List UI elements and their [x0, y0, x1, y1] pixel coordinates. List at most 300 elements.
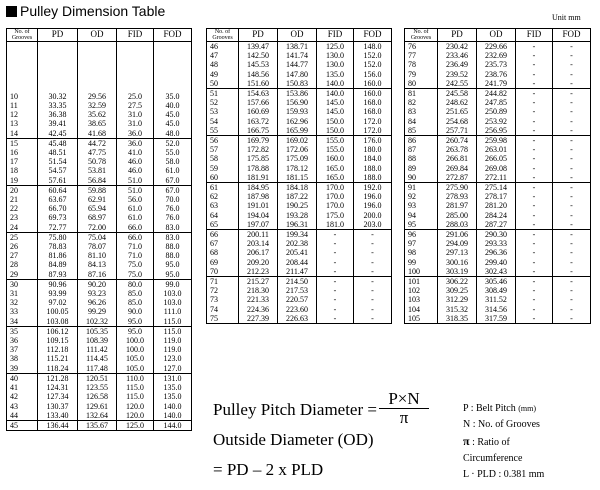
pd-header: PD [438, 29, 477, 42]
od-cell: 181.15 [278, 173, 317, 183]
od-cell: 290.30 [477, 230, 516, 240]
grooves-cell: 12 [7, 110, 38, 119]
fod-cell: - [553, 211, 591, 220]
fod-cell: - [553, 248, 591, 257]
fod-cell: 127.0 [154, 364, 192, 374]
fod-cell: 83.0 [154, 232, 192, 242]
table-row [7, 195, 192, 204]
pd-cell: 269.84 [438, 164, 477, 173]
pd-cell: 309.25 [438, 286, 477, 295]
fod-cell: 67.0 [154, 176, 192, 186]
grooves-cell: 42 [7, 392, 38, 401]
fid-cell: 95.0 [117, 317, 154, 327]
grooves-cell: 54 [207, 117, 239, 126]
fid-cell: - [516, 107, 553, 116]
fid-cell: 150.0 [317, 126, 354, 136]
od-cell: 62.91 [78, 195, 117, 204]
fod-cell: 52.0 [154, 138, 192, 148]
od-cell: 32.59 [78, 101, 117, 110]
fod-cell: - [553, 70, 591, 79]
od-cell: 266.05 [477, 154, 516, 163]
grooves-cell: 22 [7, 204, 38, 213]
fid-cell: - [516, 173, 553, 183]
od-cell: 123.55 [78, 383, 117, 392]
fod-cell: 48.0 [154, 129, 192, 139]
fod-cell: - [553, 267, 591, 277]
fid-cell: 181.0 [317, 220, 354, 230]
grooves-cell: 92 [405, 192, 438, 201]
fid-cell: 135.0 [317, 70, 354, 79]
title-text: Pulley Dimension Table [20, 3, 166, 19]
grooves-cell: 74 [207, 305, 239, 314]
table-row [405, 89, 591, 99]
table-row [7, 317, 192, 327]
od-cell: 138.71 [278, 42, 317, 52]
table-row [207, 183, 392, 193]
fod-cell: 40.0 [154, 101, 192, 110]
table-row [405, 98, 591, 107]
grooves-cell: 67 [207, 239, 239, 248]
table-row [207, 267, 392, 277]
table-row [7, 138, 192, 148]
table-row [405, 173, 591, 183]
grooves-cell: 88 [405, 154, 438, 163]
pd-cell: 109.15 [38, 336, 78, 345]
pd-cell: 230.42 [438, 42, 477, 52]
pi-symbol: π [463, 434, 470, 448]
table-row [405, 211, 591, 220]
grooves-cell: 17 [7, 157, 38, 166]
pd-cell: 206.17 [239, 248, 278, 257]
od-cell: 72.00 [78, 223, 117, 233]
fod-cell: - [553, 220, 591, 230]
pd-cell: 197.07 [239, 220, 278, 230]
od-cell: 217.53 [278, 286, 317, 295]
grooves-cell: 100 [405, 267, 438, 277]
grooves-cell: 36 [7, 336, 38, 345]
grooves-cell: 83 [405, 107, 438, 116]
od-cell: 50.78 [78, 157, 117, 166]
fod-cell: 119.0 [154, 345, 192, 354]
fid-cell: - [516, 79, 553, 89]
header-row [405, 29, 591, 42]
fod-cell: - [553, 239, 591, 248]
od-cell: 208.44 [278, 258, 317, 267]
pd-cell: 124.31 [38, 383, 78, 392]
pd-cell: 81.86 [38, 251, 78, 260]
fid-cell: - [516, 117, 553, 126]
fod-cell: 135.0 [154, 392, 192, 401]
od-cell: 190.25 [278, 201, 317, 210]
table-row [7, 260, 192, 269]
fid-cell: 27.5 [117, 101, 154, 110]
pd-cell: 90.96 [38, 279, 78, 289]
pd-cell: 233.46 [438, 51, 477, 60]
pd-cell: 54.57 [38, 166, 78, 175]
pd-cell: 133.40 [38, 411, 78, 421]
grooves-cell: 96 [405, 230, 438, 240]
od-cell: 144.77 [278, 60, 317, 69]
fid-cell: 165.0 [317, 173, 354, 183]
legend-grooves: N : No. of Grooves [463, 419, 540, 430]
fod-cell: - [553, 136, 591, 146]
fid-cell: 155.0 [317, 136, 354, 146]
fod-cell: - [553, 230, 591, 240]
fid-cell: 71.0 [117, 242, 154, 251]
table-row [7, 298, 192, 307]
table-row [405, 51, 591, 60]
fod-cell: 203.0 [354, 220, 392, 230]
fod-cell: - [354, 295, 392, 304]
od-cell: 41.68 [78, 129, 117, 139]
fod-cell: - [354, 314, 392, 324]
grooves-cell: 37 [7, 345, 38, 354]
od-cell: 68.97 [78, 213, 117, 222]
od-cell: 308.49 [477, 286, 516, 295]
od-cell: 132.64 [78, 411, 117, 421]
grooves-cell: 80 [405, 79, 438, 89]
table-row [207, 136, 392, 146]
grooves-cell: 87 [405, 145, 438, 154]
grooves-cell: 28 [7, 260, 38, 269]
fid-cell: 140.0 [317, 89, 354, 99]
legend-ratio: π : Ratio of [463, 434, 510, 448]
fid-header: FID [317, 29, 354, 42]
grooves-cell: 60 [207, 173, 239, 183]
fod-cell: - [553, 154, 591, 163]
grooves-cell: 23 [7, 213, 38, 222]
fod-cell: - [354, 258, 392, 267]
table-row [7, 204, 192, 213]
od-cell: 281.20 [477, 201, 516, 210]
table-row [405, 79, 591, 89]
grooves-cell: 91 [405, 183, 438, 193]
table-row [7, 326, 192, 336]
table-row [207, 173, 392, 183]
fod-cell: 148.0 [354, 42, 392, 52]
table-row [405, 136, 591, 146]
grooves-cell: 65 [207, 220, 239, 230]
od-cell: 184.18 [278, 183, 317, 193]
od-cell: 87.16 [78, 270, 117, 280]
od-cell: 278.17 [477, 192, 516, 201]
table-row [207, 60, 392, 69]
fod-header: FOD [154, 29, 192, 42]
table-row [207, 277, 392, 287]
fid-cell: 61.0 [117, 204, 154, 213]
pd-cell: 281.97 [438, 201, 477, 210]
od-cell: 275.14 [477, 183, 516, 193]
table-row [7, 411, 192, 421]
fod-cell: - [354, 248, 392, 257]
fid-cell: - [317, 286, 354, 295]
od-cell: 117.48 [78, 364, 117, 374]
pd-cell: 178.88 [239, 164, 278, 173]
pd-cell: 57.61 [38, 176, 78, 186]
table-row [405, 117, 591, 126]
fod-cell: - [553, 305, 591, 314]
fid-cell: 125.0 [317, 42, 354, 52]
grooves-cell: 40 [7, 373, 38, 383]
pd-cell: 72.77 [38, 223, 78, 233]
fid-cell: - [317, 295, 354, 304]
pd-cell: 97.02 [38, 298, 78, 307]
dimension-table-1 [6, 28, 192, 431]
od-cell: 311.52 [477, 295, 516, 304]
pd-cell: 93.99 [38, 289, 78, 298]
fid-cell: 41.0 [117, 148, 154, 157]
table-row [7, 345, 192, 354]
od-cell: 263.01 [477, 145, 516, 154]
grooves-cell: 51 [207, 89, 239, 99]
fod-cell: - [553, 201, 591, 210]
pd-cell: 160.69 [239, 107, 278, 116]
table-row [7, 364, 192, 374]
fod-cell: 160.0 [354, 79, 392, 89]
pd-cell: 260.74 [438, 136, 477, 146]
fid-cell: 100.0 [117, 336, 154, 345]
fod-cell: 45.0 [154, 110, 192, 119]
grooves-cell: 84 [405, 117, 438, 126]
pd-cell: 172.82 [239, 145, 278, 154]
fid-cell: 71.0 [117, 251, 154, 260]
grooves-cell: 57 [207, 145, 239, 154]
pd-cell: 203.14 [239, 239, 278, 248]
table-row [405, 145, 591, 154]
header-row [7, 29, 192, 42]
od-cell: 259.98 [477, 136, 516, 146]
table-row [405, 107, 591, 116]
grooves-cell: 21 [7, 195, 38, 204]
grooves-cell: 102 [405, 286, 438, 295]
pd-cell: 291.06 [438, 230, 477, 240]
pd-cell: 263.78 [438, 145, 477, 154]
grooves-cell: 72 [207, 286, 239, 295]
pd-cell: 245.58 [438, 89, 477, 99]
grooves-cell: 47 [207, 51, 239, 60]
fid-cell: 170.0 [317, 183, 354, 193]
table-row [7, 279, 192, 289]
grooves-cell: 20 [7, 185, 38, 195]
table-row [207, 126, 392, 136]
fod-header: FOD [354, 29, 392, 42]
fid-cell: 75.0 [117, 260, 154, 269]
fod-cell: - [553, 98, 591, 107]
fod-cell: 35.0 [154, 42, 192, 102]
od-cell: 256.95 [477, 126, 516, 136]
fid-cell: - [516, 230, 553, 240]
pd-cell: 184.95 [239, 183, 278, 193]
fid-header: FID [117, 29, 154, 42]
fod-cell: - [553, 51, 591, 60]
table-row [405, 192, 591, 201]
grooves-cell: 95 [405, 220, 438, 230]
fod-cell: 95.0 [154, 260, 192, 269]
fod-cell: - [553, 107, 591, 116]
pd-cell: 215.27 [239, 277, 278, 287]
fod-cell: 45.0 [154, 119, 192, 128]
pd-cell: 157.66 [239, 98, 278, 107]
grooves-cell: 25 [7, 232, 38, 242]
grooves-cell: 43 [7, 402, 38, 411]
od-cell: 56.84 [78, 176, 117, 186]
od-header: OD [278, 29, 317, 42]
pd-cell: 30.32 [38, 42, 78, 102]
grooves-cell: 68 [207, 248, 239, 257]
grooves-cell: 58 [207, 154, 239, 163]
fid-cell: 95.0 [117, 326, 154, 336]
fod-cell: 152.0 [354, 51, 392, 60]
fod-cell: 67.0 [154, 185, 192, 195]
table-row [207, 305, 392, 314]
table-row [207, 51, 392, 60]
grooves-cell: 33 [7, 307, 38, 316]
fid-cell: - [317, 267, 354, 277]
fid-cell: - [317, 314, 354, 324]
grooves-cell: 44 [7, 411, 38, 421]
grooves-cell: 29 [7, 270, 38, 280]
pd-cell: 251.65 [438, 107, 477, 116]
table-row [7, 110, 192, 119]
fod-cell: 99.0 [154, 279, 192, 289]
fid-cell: 130.0 [317, 60, 354, 69]
table-row [207, 286, 392, 295]
fod-cell: 131.0 [154, 373, 192, 383]
pd-cell: 87.93 [38, 270, 78, 280]
fid-cell: 36.0 [117, 138, 154, 148]
grooves-cell: 103 [405, 295, 438, 304]
table-row [7, 129, 192, 139]
pd-cell: 236.49 [438, 60, 477, 69]
fid-cell: 31.0 [117, 119, 154, 128]
pd-cell: 212.23 [239, 267, 278, 277]
fod-cell: - [553, 286, 591, 295]
table-row [405, 126, 591, 136]
grooves-cell: 89 [405, 164, 438, 173]
grooves-cell: 30 [7, 279, 38, 289]
grooves-cell: 53 [207, 107, 239, 116]
outside-diameter-formula: = PD – 2 x PLD [213, 460, 324, 479]
pd-cell: 42.45 [38, 129, 78, 139]
od-cell: 35.62 [78, 110, 117, 119]
fid-cell: 46.0 [117, 157, 154, 166]
fod-cell: - [553, 277, 591, 287]
fid-cell: - [516, 314, 553, 324]
table-row [405, 70, 591, 79]
pd-cell: 60.64 [38, 185, 78, 195]
table-row [405, 201, 591, 210]
fid-cell: 90.0 [117, 307, 154, 316]
grooves-cell: 75 [207, 314, 239, 324]
od-cell: 90.20 [78, 279, 117, 289]
od-cell: 226.63 [278, 314, 317, 324]
grooves-cell: 98 [405, 248, 438, 257]
pd-cell: 300.16 [438, 258, 477, 267]
table-row [207, 42, 392, 52]
pd-cell: 69.73 [38, 213, 78, 222]
od-cell: 93.23 [78, 289, 117, 298]
table-row [207, 220, 392, 230]
grooves-cell: 19 [7, 176, 38, 186]
pd-cell: 148.56 [239, 70, 278, 79]
grooves-cell: 86 [405, 136, 438, 146]
grooves-cell: 11 [7, 101, 38, 110]
grooves-cell: 39 [7, 364, 38, 374]
table-row [7, 148, 192, 157]
grooves-cell: 46 [207, 42, 239, 52]
pd-cell: 297.13 [438, 248, 477, 257]
grooves-cell: 56 [207, 136, 239, 146]
fod-cell: 160.0 [354, 89, 392, 99]
table-row [405, 248, 591, 257]
fod-cell: 103.0 [154, 289, 192, 298]
fod-cell: 76.0 [154, 204, 192, 213]
od-cell: 150.83 [278, 79, 317, 89]
fod-cell: 200.0 [354, 211, 392, 220]
legend-pld: L · PLD : 0.381 mm [463, 469, 545, 480]
page-title [6, 3, 165, 19]
od-header: OD [78, 29, 117, 42]
od-cell: 120.51 [78, 373, 117, 383]
fid-cell: - [516, 239, 553, 248]
pd-cell: 84.89 [38, 260, 78, 269]
grooves-cell: 55 [207, 126, 239, 136]
table-row [7, 119, 192, 128]
od-cell: 229.66 [477, 42, 516, 52]
fod-cell: 140.0 [154, 411, 192, 421]
pd-cell: 221.33 [239, 295, 278, 304]
fid-cell: - [516, 258, 553, 267]
od-cell: 96.26 [78, 298, 117, 307]
fod-cell: 95.0 [154, 270, 192, 280]
fod-cell: 192.0 [354, 183, 392, 193]
grooves-cell: 48 [207, 60, 239, 69]
pd-cell: 103.08 [38, 317, 78, 327]
fid-cell: 115.0 [117, 383, 154, 392]
fid-cell: 155.0 [317, 145, 354, 154]
table-row [405, 183, 591, 193]
od-cell: 175.09 [278, 154, 317, 163]
fid-cell: - [516, 98, 553, 107]
fod-cell: 196.0 [354, 192, 392, 201]
table-row [7, 213, 192, 222]
fod-cell: - [354, 286, 392, 295]
fid-cell: 36.0 [117, 129, 154, 139]
pd-cell: 275.90 [438, 183, 477, 193]
pd-cell: 315.32 [438, 305, 477, 314]
fid-cell: 145.0 [317, 98, 354, 107]
table-row [7, 232, 192, 242]
od-cell: 114.45 [78, 354, 117, 363]
grooves-cell: 77 [405, 51, 438, 60]
table-row [7, 373, 192, 383]
table-row [207, 107, 392, 116]
pd-cell: 66.70 [38, 204, 78, 213]
pd-cell: 154.63 [239, 89, 278, 99]
fod-cell: - [354, 305, 392, 314]
fod-cell: - [553, 295, 591, 304]
square-bullet-icon [6, 6, 17, 17]
formula-legend [463, 401, 544, 483]
fod-cell: 168.0 [354, 98, 392, 107]
fid-cell: 51.0 [117, 185, 154, 195]
od-cell: 126.58 [78, 392, 117, 401]
fid-cell: 170.0 [317, 201, 354, 210]
fod-cell: 61.0 [154, 166, 192, 175]
table-row [7, 336, 192, 345]
fid-cell: 145.0 [317, 107, 354, 116]
fid-cell: - [516, 42, 553, 52]
